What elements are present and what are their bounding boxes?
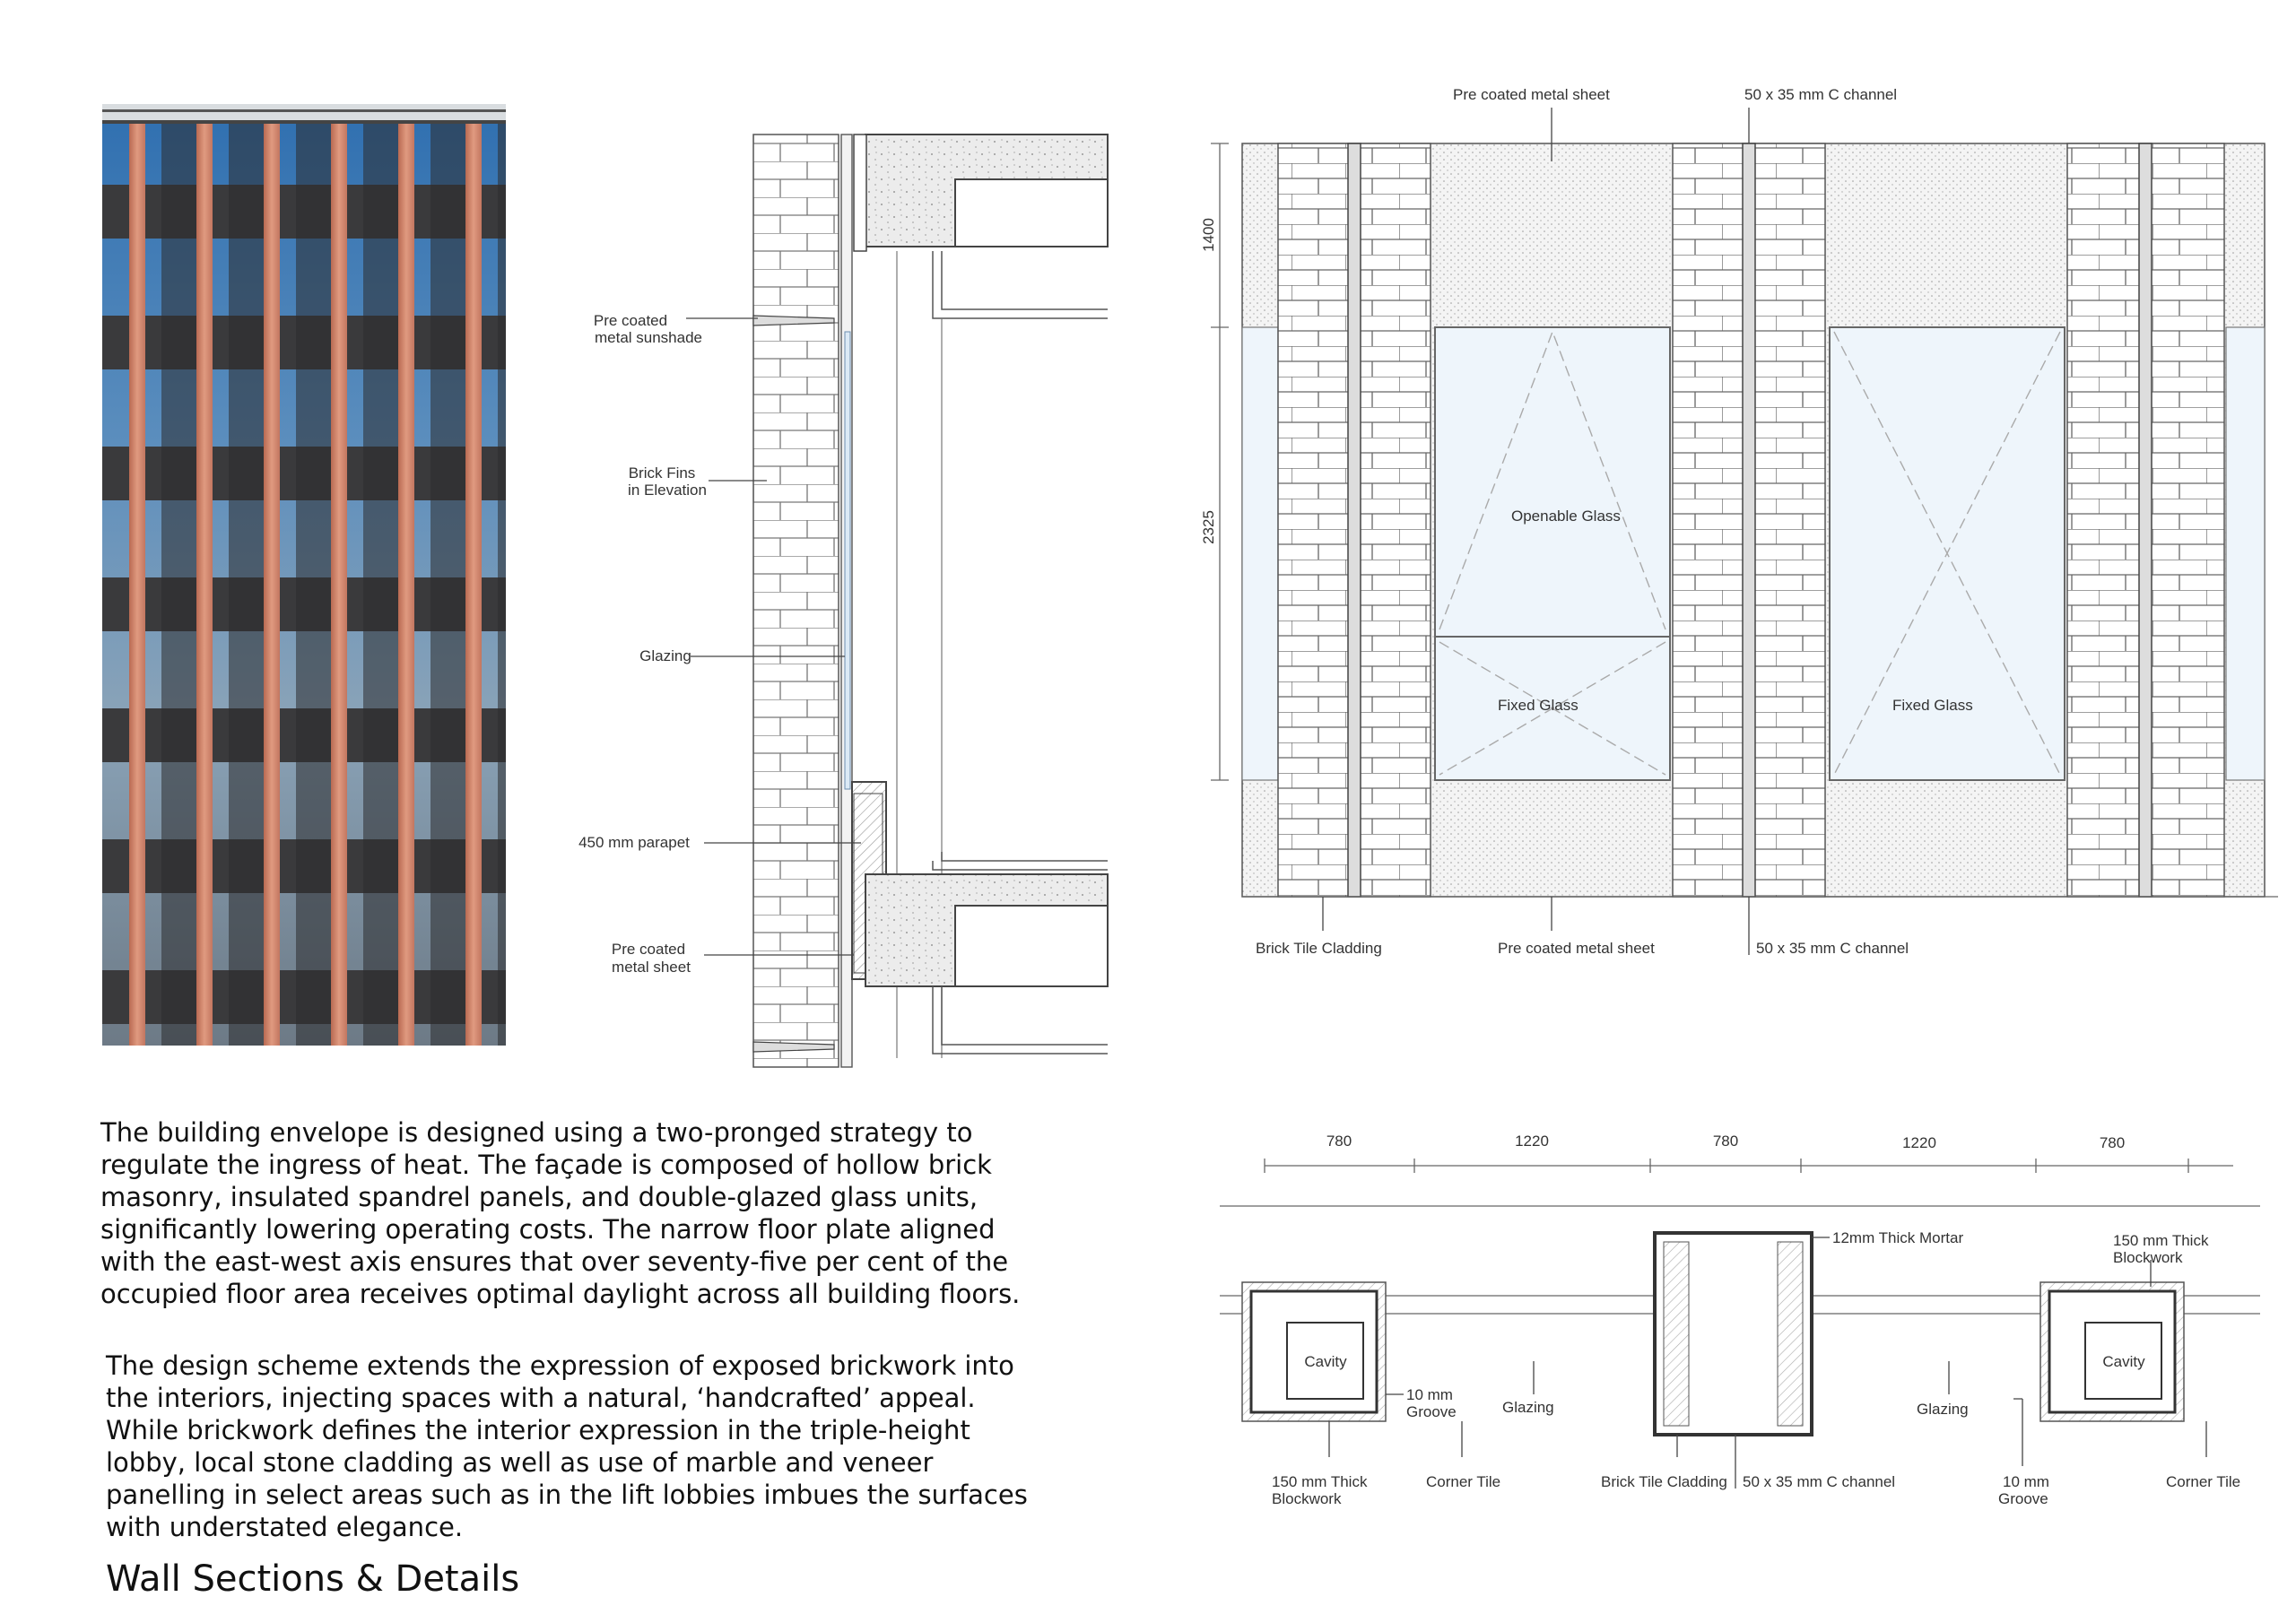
elev-label-brick: Brick Tile Cladding [1256,940,1382,957]
plan-label-mortar: 12mm Thick Mortar [1832,1229,1964,1246]
label-sheet-1: Pre coated [611,941,686,958]
plan-label-glazing-2: Glazing [1917,1401,1969,1418]
brick-fin [465,124,482,1046]
cavity-left: Cavity [1304,1353,1347,1370]
facade-elevation-image [102,104,506,1046]
mullion-panel [229,124,265,1046]
plan-label-corner-tile-left: Corner Tile [1426,1473,1501,1490]
window-label-fixed-2: Fixed Glass [1892,697,1973,714]
brick-fin [264,124,280,1046]
window-label-openable: Openable Glass [1511,508,1621,525]
brick-fin [129,124,145,1046]
plan-detail-drawing [1202,1121,2278,1524]
plan-label-blockwork-top-1: 150 mm Thick [2113,1232,2209,1249]
plan-label-blockwork-top-2: Blockwork [2113,1249,2183,1266]
dim-2325: 2325 [1200,510,1217,544]
label-parapet: 450 mm parapet [578,834,690,851]
label-sheet-2: metal sheet [612,959,691,976]
plan-dim-4: 1220 [1902,1134,1936,1151]
mullion-panel [498,124,506,1046]
plan-label-channel: 50 x 35 mm C channel [1743,1473,1896,1490]
plan-dim-2: 1220 [1515,1133,1549,1150]
label-sunshade-1: Pre coated [593,312,668,329]
wall-section-drawing [565,126,1121,1076]
dim-1400: 1400 [1200,218,1217,252]
plan-label-blockwork-bottom-1: 150 mm Thick [1272,1473,1368,1490]
plan-label-corner-tile-right: Corner Tile [2166,1473,2241,1490]
mullion-panel [296,124,332,1046]
elev-label-sheet-top: Pre coated metal sheet [1453,86,1610,103]
label-sunshade-2: metal sunshade [594,329,703,346]
plan-label-groove-bottom-1: 10 mm [2003,1473,2049,1490]
label-fins-1: Brick Fins [628,464,696,482]
mullion-panel [430,124,466,1046]
elev-label-channel-bottom: 50 x 35 mm C channel [1756,940,1909,957]
plan-dim-5: 780 [2099,1134,2126,1151]
window-label-fixed-1: Fixed Glass [1498,697,1578,714]
plan-label-glazing-1: Glazing [1502,1399,1554,1416]
brick-fin [398,124,414,1046]
label-fins-2: in Elevation [628,482,707,499]
mullion-panel [161,124,197,1046]
elev-label-channel-top: 50 x 35 mm C channel [1744,86,1898,103]
plan-label-groove-1: 10 mm [1406,1386,1453,1403]
description-paragraph-2: The design scheme extends the expression of exposed brickwork into the interiors, injecting spaces with a natural, ‘handcrafted’ appeal. While brickwork defines the interior expression in the triple-height lobby, local stone cladding as well as use of marble and veneer panelling in select areas such as in the lift lobbies imbues the surfaces with understated elegance. [106,1350,1028,1542]
mullion-panel [363,124,399,1046]
page-title: Wall Sections & Details [106,1558,520,1600]
plan-label-brick-tile: Brick Tile Cladding [1601,1473,1727,1490]
plan-label-blockwork-bottom-2: Blockwork [1272,1490,1342,1507]
cavity-right: Cavity [2102,1353,2145,1370]
brick-fin [331,124,347,1046]
plan-label-groove-2: Groove [1406,1403,1457,1420]
plan-dim-1: 780 [1326,1133,1352,1150]
label-glazing: Glazing [639,647,691,664]
plan-dim-3: 780 [1712,1133,1739,1150]
description-paragraph-1: The building envelope is designed using a two-pronged strategy to regulate the ingress of heat. The façade is composed of hollow brick masonry, insulated spandrel panels, and double-glazed glass units, significantly lowering operating costs. The narrow floor plate aligned with the east-west axis ensures that over seventy-five per cent of the occupied floor area receives optimal daylight across all building floors. [100,1117,1021,1309]
plan-label-groove-bottom-2: Groove [1998,1490,2048,1507]
elev-label-sheet-bottom: Pre coated metal sheet [1498,940,1655,957]
brick-fin [196,124,213,1046]
partial-elevation-drawing [1184,72,2296,977]
